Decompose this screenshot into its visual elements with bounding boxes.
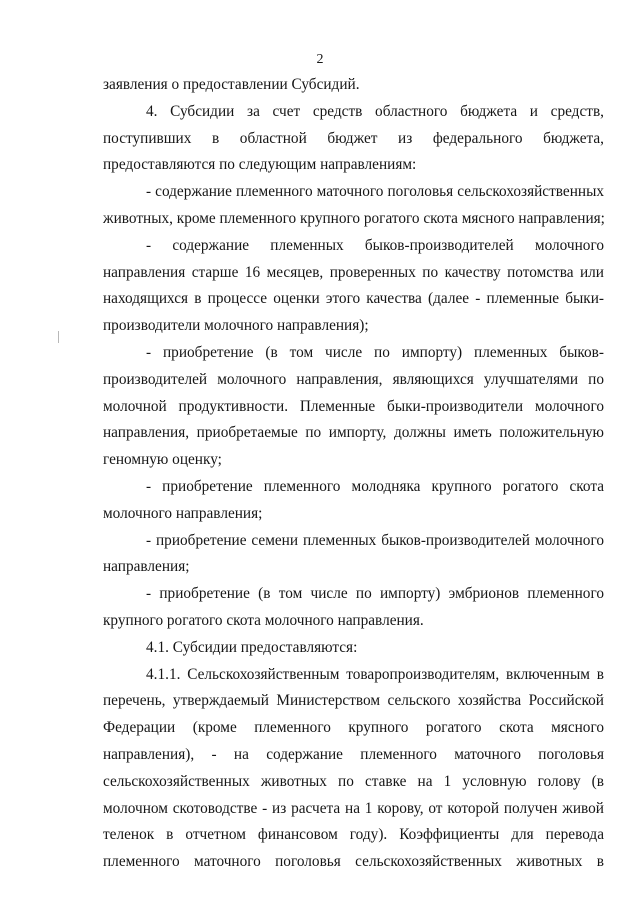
document-line: крупного рогатого скота молочного направления. <box>103 612 424 629</box>
document-line: перечень, утверждаемый Министерством сельского хозяйства Российской <box>103 692 604 710</box>
document-line: - приобретение семени племенных быков-производителей молочного <box>146 531 604 549</box>
document-line: заявления о предоставлении Субсидий. <box>103 76 360 93</box>
document-line: 4.1. Субсидии предоставляются: <box>146 638 358 656</box>
document-line: молочного направления; <box>103 504 263 522</box>
document-line: направления), - на содержание племенного маточного поголовья <box>103 746 604 763</box>
document-line: молочной продуктивности. Племенные быки-производители молочного <box>103 397 604 415</box>
document-line: теленок в отчетном финансовом году). Коэффициенты для перевода <box>103 826 604 844</box>
document-line: находящихся в процессе оценки этого качества (далее - племенные быки- <box>103 290 604 308</box>
document-line: геномную оценку; <box>103 451 222 469</box>
document-line: направления; <box>103 558 190 576</box>
document-line: 4.1.1. Сельскохозяйственным товаропроизводителям, включенным в <box>146 665 604 683</box>
document-line: - содержание племенных быков-производителей молочного <box>146 236 604 254</box>
document-line: производителей молочного направления, являющихся улучшателями по <box>103 370 604 388</box>
document-line: племенного маточного поголовья сельскохозяйственных животных в <box>103 853 604 871</box>
document-line: - приобретение (в том числе по импорту) племенных быков- <box>146 344 604 361</box>
scan-margin-mark <box>58 331 59 343</box>
document-line: производители молочного направления); <box>103 317 369 335</box>
document-line: молочном скотоводстве - из расчета на 1 корову, от которой получен живой <box>103 799 604 817</box>
document-line: сельскохозяйственных животных по ставке на 1 условную голову (в <box>103 772 604 790</box>
document-line: предоставляются по следующим направлениям: <box>103 156 417 174</box>
document-line: животных, кроме племенного крупного рогатого скота мясного направления; <box>103 210 605 227</box>
document-line: - приобретение (в том числе по импорту) эмбрионов племенного <box>146 585 604 603</box>
document-line: - приобретение племенного молодняка крупного рогатого скота <box>146 478 604 495</box>
document-line: 4. Субсидии за счет средств областного бюджета и средств, <box>146 102 604 120</box>
document-line: Федерации (кроме племенного крупного рогатого скота мясного <box>103 719 604 737</box>
document-line: - содержание племенного маточного поголовья сельскохозяйственных <box>146 183 604 201</box>
document-line: направления, приобретаемые по импорту, должны иметь положительную <box>103 424 604 442</box>
page-number: 2 <box>316 52 324 67</box>
document-line: направления старше 16 месяцев, проверенных по качеству потомства или <box>103 263 604 281</box>
document-line: поступивших в областной бюджет из федерального бюджета, <box>103 129 604 147</box>
